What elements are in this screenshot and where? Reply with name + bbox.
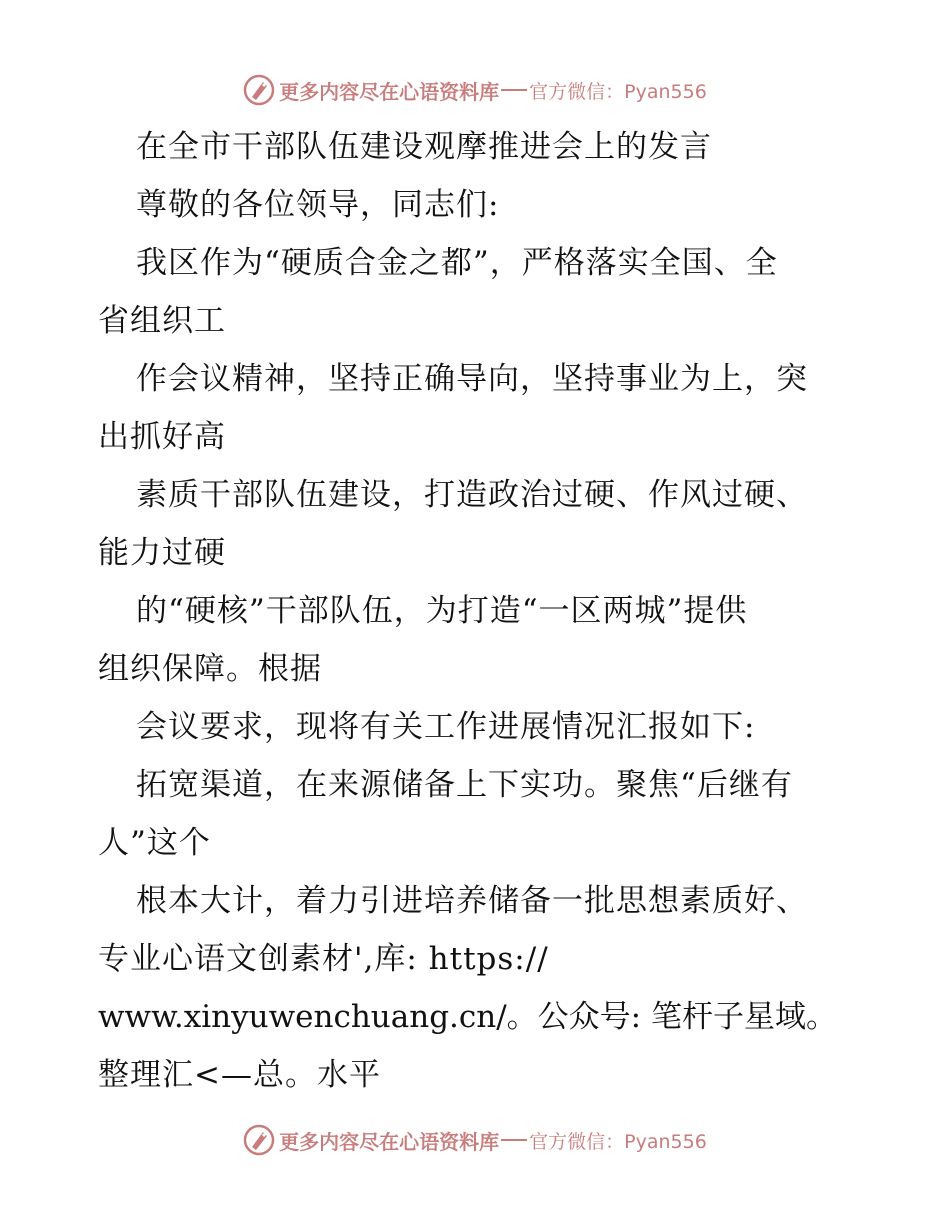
footer-banner-dash bbox=[501, 1139, 527, 1141]
header-banner-sub-text: 官方微信：Pyan556 bbox=[529, 80, 707, 103]
document-line: 专业心语文创素材',库: https:// bbox=[98, 941, 549, 977]
pen-nib-logo-icon bbox=[243, 74, 275, 106]
document-line: 出抓好高 bbox=[98, 419, 226, 455]
document-line: 作会议精神，坚持正确导向，坚持事业为上，突 bbox=[136, 361, 808, 397]
document-line: 省组织工 bbox=[98, 303, 226, 339]
document-body bbox=[98, 118, 858, 1104]
document-line: 尊敬的各位领导，同志们: bbox=[136, 187, 500, 223]
header-banner-main-text: 更多内容尽在心语资料库 bbox=[279, 79, 500, 104]
document-line: 素质干部队伍建设，打造政治过硬、作风过硬、 bbox=[136, 477, 808, 513]
footer-watermark-banner bbox=[0, 1120, 950, 1160]
header-watermark-banner bbox=[0, 70, 950, 110]
document-line: 根本大计，着力引进培养储备一批思想素质好、 bbox=[136, 883, 808, 919]
pen-nib-logo-icon bbox=[243, 1124, 275, 1156]
document-line: www.xinyuwenchuang.cn/。公众号: 笔杆子星域。 bbox=[98, 999, 837, 1035]
document-line: 在全市干部队伍建设观摩推进会上的发言 bbox=[136, 129, 712, 165]
footer-banner-sub-text: 官方微信：Pyan556 bbox=[529, 1130, 707, 1153]
document-line: 拓宽渠道，在来源储备上下实功。聚焦“后继有 bbox=[136, 767, 793, 803]
document-line: 能力过硬 bbox=[98, 535, 226, 571]
document-line: 人”这个 bbox=[98, 825, 211, 861]
document-line: 的“硬核”干部队伍，为打造“一区两城”提供 bbox=[136, 593, 748, 629]
document-line: 会议要求，现将有关工作进展情况汇报如下: bbox=[136, 709, 756, 745]
document-line: 整理汇<—总。水平 bbox=[98, 1057, 381, 1093]
document-line: 组织保障。根据 bbox=[98, 651, 322, 687]
footer-banner-main-text: 更多内容尽在心语资料库 bbox=[279, 1129, 500, 1154]
header-banner-dash bbox=[501, 89, 527, 91]
document-line: 我区作为“硬质合金之都”，严格落实全国、全 bbox=[136, 245, 778, 281]
